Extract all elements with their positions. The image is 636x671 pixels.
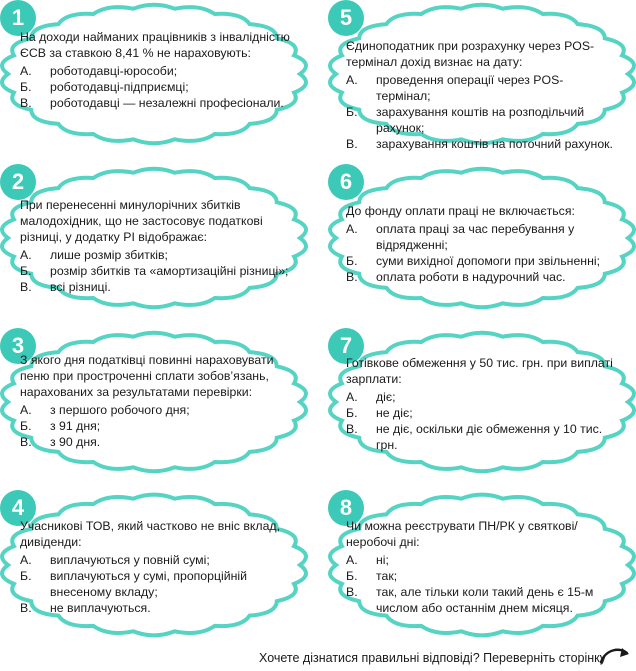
question-body: [20, 29, 290, 111]
option-text: не діє, оскільки діє обмеження у 10 тис. грн.: [376, 422, 603, 452]
answer-option: [346, 72, 616, 104]
question-text: Єдиноподатник при розрахунку через POS-термінал дохід визнає на дату:: [346, 39, 595, 69]
option-letter: Б.: [346, 105, 358, 119]
option-text: роботодавці — незалежні професіонали.: [50, 96, 284, 110]
answer-option: [20, 79, 290, 95]
option-text: роботодавці-підприємці;: [50, 80, 189, 94]
option-text: роботодавці-юрособи;: [50, 64, 178, 78]
option-text: не виплачуються.: [50, 601, 151, 615]
answer-option: [20, 600, 302, 616]
option-text: оплата роботи в надурочний час.: [376, 270, 566, 284]
option-text: виплачуються у повній сумі;: [50, 553, 210, 567]
option-text: зарахування коштів на поточний рахунок.: [376, 137, 613, 151]
answer-option: [346, 568, 616, 584]
question-body: [20, 197, 302, 295]
option-letter: В.: [20, 280, 32, 294]
question-text: Учасникові ТОВ, який частково не вніс вклад, дивіденди:: [20, 519, 281, 549]
option-letter: Б.: [20, 80, 32, 94]
question-number-badge: 6: [328, 164, 364, 200]
option-text: не діє;: [376, 406, 413, 420]
option-letter: А.: [20, 403, 32, 417]
answer-option: [346, 104, 616, 136]
question-body: [346, 355, 618, 453]
option-letter: Б.: [346, 569, 358, 583]
option-text: так;: [376, 569, 398, 583]
option-letter: В.: [20, 435, 32, 449]
question-number-badge: 4: [0, 490, 36, 526]
option-letter: В.: [20, 601, 32, 615]
option-text: діє;: [376, 390, 396, 404]
answer-option: [346, 389, 618, 405]
option-letter: Б.: [20, 419, 32, 433]
answer-option: [20, 402, 302, 418]
answer-option: [346, 552, 616, 568]
option-letter: Б.: [346, 254, 358, 268]
option-text: з першого робочого дня;: [50, 403, 190, 417]
answer-option: [346, 405, 618, 421]
answer-option: [20, 552, 302, 568]
option-letter: А.: [346, 553, 358, 567]
question-text: Чи можна реєструвати ПН/РК у святкові/неробочі дні:: [346, 519, 578, 549]
question-text: До фонду оплати праці не включається:: [346, 204, 575, 218]
question-text: При перенесенні минулорічних збитків малодохідник, що не застосовує податкові різниці, у додатку РІ відображає:: [20, 198, 263, 244]
question-number-badge: 8: [328, 490, 364, 526]
answer-option: [346, 269, 616, 285]
question-text: На доходи найманих працівників з інвалідністю ЄСВ за ставкою 8,41 % не нараховують:: [20, 30, 290, 60]
option-letter: В.: [346, 270, 358, 284]
option-text: всі різниці.: [50, 280, 111, 294]
answer-option: [346, 253, 616, 269]
question-body: [346, 518, 616, 616]
answer-option: [20, 568, 302, 600]
option-letter: А.: [20, 64, 32, 78]
option-text: розмір збитків та «амортизаційні різниці»;: [50, 264, 289, 278]
answer-option: [346, 221, 616, 253]
footer-text: Хочете дізнатися правильні відповіді? Переверніть сторінку: [259, 651, 607, 665]
option-letter: В.: [346, 137, 358, 151]
option-letter: Б.: [20, 569, 32, 583]
answer-option: [346, 136, 616, 152]
question-number-badge: 5: [328, 0, 364, 36]
answer-option: [20, 95, 290, 111]
question-body: [346, 203, 616, 285]
answer-option: [20, 63, 290, 79]
option-text: ні;: [376, 553, 389, 567]
question-number-badge: 1: [0, 0, 36, 36]
option-text: виплачуються у сумі, пропорційній внесеному вкладу;: [50, 569, 248, 599]
answer-option: [20, 279, 302, 295]
answer-option: [346, 584, 616, 616]
option-letter: Б.: [20, 264, 32, 278]
curved-arrow-icon: [598, 643, 632, 670]
question-number-badge: 2: [0, 164, 36, 200]
answer-option: [20, 247, 302, 263]
option-letter: А.: [346, 73, 358, 87]
option-text: з 90 дня.: [50, 435, 101, 449]
option-text: оплата праці за час перебування у відрядженні;: [376, 222, 575, 252]
question-body: [346, 38, 616, 152]
question-number-badge: 3: [0, 328, 36, 364]
question-text: З якого дня податківці повинні нараховувати пеню при простроченні сплати зобов’язань, нарахованих за результатами перевірки:: [20, 353, 274, 399]
option-text: проведення операції через POS-термінал;: [376, 73, 564, 103]
question-body: [20, 518, 302, 616]
answer-option: [20, 263, 302, 279]
option-letter: А.: [20, 553, 32, 567]
answer-option: [20, 418, 302, 434]
option-text: з 91 дня;: [50, 419, 101, 433]
question-body: [20, 352, 302, 450]
answer-option: [20, 434, 302, 450]
question-number-badge: 7: [328, 328, 364, 364]
option-letter: Б.: [346, 406, 358, 420]
option-text: суми вихідної допомоги при звільненні;: [376, 254, 601, 268]
option-letter: А.: [346, 222, 358, 236]
option-text: зарахування коштів на розподільчий рахунок;: [376, 105, 585, 135]
question-text: Готівкове обмеження у 50 тис. грн. при виплаті зарплати:: [346, 356, 613, 386]
answer-option: [346, 421, 618, 453]
option-text: лише розмір збитків;: [50, 248, 168, 262]
option-letter: В.: [20, 96, 32, 110]
option-letter: А.: [346, 390, 358, 404]
option-letter: В.: [346, 422, 358, 436]
option-letter: А.: [20, 248, 32, 262]
option-text: так, але тільки коли такий день є 15-м числом або останнім днем місяця.: [376, 585, 594, 615]
option-letter: В.: [346, 585, 358, 599]
